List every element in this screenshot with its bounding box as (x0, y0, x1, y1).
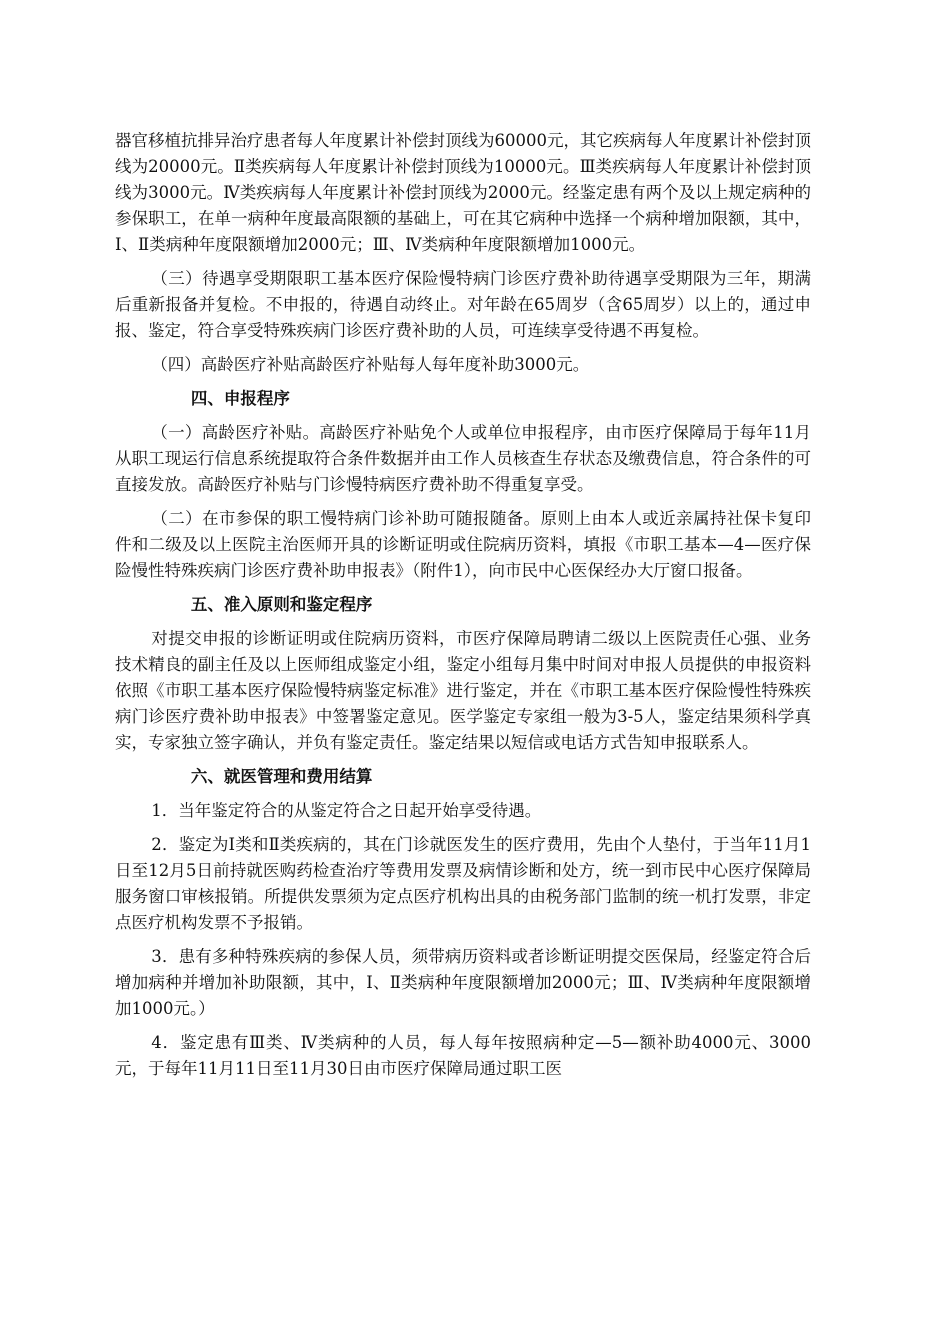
document-body (115, 128, 811, 1090)
section-heading-assessment: 五、准入原则和鉴定程序 (190, 595, 373, 614)
paragraph-application-chronic: （二）在市参保的职工慢特病门诊补助可随报随备。原则上由本人或近亲属持社保卡复印件和二级及以上医院主治医师开具的诊断证明或住院病历资料，填报《市职工基本—4—医疗保险慢性特殊疾病门诊医疗费补助申报表》（附件1），向市民中心医保经办大厅窗口报备。 (115, 509, 811, 580)
section-heading-settlement: 六、就医管理和费用结算 (190, 767, 373, 786)
paragraph-application-elderly: （一）高龄医疗补贴。高龄医疗补贴免个人或单位申报程序，由市医疗保障局于每年11月从职工现运行信息系统提取符合条件数据并由工作人员核查生存状态及缴费信息，符合条件的可直接发放。高龄医疗补贴与门诊慢特病医疗费补助不得重复享受。 (115, 423, 811, 494)
paragraph-benefit-period: （三）待遇享受期限职工基本医疗保险慢特病门诊医疗费补助待遇享受期限为三年，期满后重新报备并复检。不申报的，待遇自动终止。对年龄在65周岁（含65周岁）以上的，通过申报、鉴定，符合享受特殊疾病门诊医疗费补助的人员，可连续享受待遇不再复检。 (115, 269, 811, 340)
paragraph-caps-continuation: 器官移植抗排异治疗患者每人年度累计补偿封顶线为60000元，其它疾病每人年度累计补偿封顶线为20000元。Ⅱ类疾病每人年度累计补偿封顶线为10000元。Ⅲ类疾病每人年度累计补偿封顶线为3000元。Ⅳ类疾病每人年度累计补偿封顶线为2000元。经鉴定患有两个及以上规定病种的参保职工，在单一病种年度最高限额的基础上，可在其它病种中选择一个病种增加限额，其中，Ⅰ、Ⅱ类病种年度限额增加2000元；Ⅲ、Ⅳ类病种年度限额增加1000元。 (115, 131, 811, 254)
paragraph-assessment: 对提交申报的诊断证明或住院病历资料，市医疗保障局聘请二级以上医院责任心强、业务技术精良的副主任及以上医师组成鉴定小组，鉴定小组每月集中时间对申报人员提供的申报资料依照《市职工基本医疗保险慢特病鉴定标准》进行鉴定，并在《市职工基本医疗保险慢性特殊疾病门诊医疗费补助申报表》中签署鉴定意见。医学鉴定专家组一般为3-5人，鉴定结果须科学真实，专家独立签字确认，并负有鉴定责任。鉴定结果以短信或电话方式告知申报联系人。 (115, 629, 811, 752)
paragraph-item-4: 4．鉴定患有Ⅲ类、Ⅳ类病种的人员，每人每年按照病种定—5—额补助4000元、3000元，于每年11月11日至11月30日由市医疗保障局通过职工医 (115, 1033, 811, 1078)
paragraph-item-1: 1．当年鉴定符合的从鉴定符合之日起开始享受待遇。 (151, 801, 542, 820)
paragraph-elderly-subsidy: （四）高龄医疗补贴高龄医疗补贴每人每年度补助3000元。 (151, 355, 590, 374)
section-heading-application: 四、申报程序 (190, 389, 290, 408)
paragraph-item-2: 2．鉴定为Ⅰ类和Ⅱ类疾病的，其在门诊就医发生的医疗费用，先由个人垫付，于当年11月1日至12月5日前持就医购药检查治疗等费用发票及病情诊断和处方，统一到市民中心医疗保障局服务窗口审核报销。所提供发票须为定点医疗机构出具的由税务部门监制的统一机打发票，非定点医疗机构发票不予报销。 (115, 835, 811, 932)
paragraph-item-3: 3．患有多种特殊疾病的参保人员，须带病历资料或者诊断证明提交医保局，经鉴定符合后增加病种并增加补助限额，其中，Ⅰ、Ⅱ类病种年度限额增加2000元；Ⅲ、Ⅳ类病种年度限额增加1000元。） (115, 947, 811, 1018)
